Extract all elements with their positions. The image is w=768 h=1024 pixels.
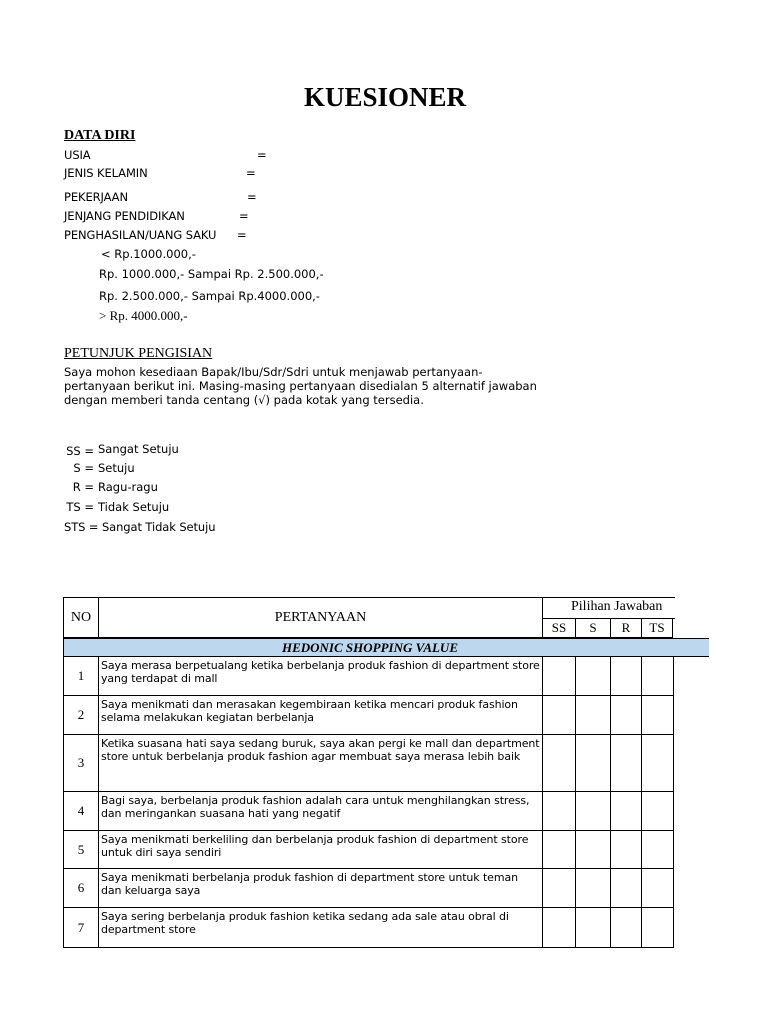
legend-value-ss: Sangat Setuju (98, 442, 179, 456)
field-label-penghasilan: PENGHASILAN/UANG SAKU (64, 228, 217, 242)
row-6-question: Saya menikmati berbelanja produk fashion di department store untuk teman dan keluarga saya (98, 868, 543, 908)
row-2-question: Saya menikmati dan merasakan kegembiraan ketika mencari produk fashion selama melakukan kegiatan berbelanja (98, 695, 543, 735)
row-6-r-checkbox[interactable] (610, 868, 642, 908)
row-5-no: 5 (63, 830, 99, 869)
income-option-2: Rp. 1000.000,- Sampai Rp. 2.500.000,- (99, 267, 324, 281)
row-4-ts-checkbox[interactable] (641, 791, 674, 831)
header-ss: SS (542, 618, 576, 638)
row-1-question: Saya merasa berpetualang ketika berbelanja produk fashion di department store yang terdapat di mall (98, 656, 543, 696)
row-2-no: 2 (63, 695, 99, 735)
legend-key-ts: TS = (66, 500, 94, 514)
row-5-s-checkbox[interactable] (575, 830, 611, 869)
row-3-no: 3 (63, 734, 99, 792)
row-1-s-checkbox[interactable] (575, 656, 611, 696)
row-2-ts-checkbox[interactable] (641, 695, 674, 735)
questionnaire-table (63, 597, 675, 949)
row-7-r-checkbox[interactable] (610, 907, 642, 948)
row-7-ss-checkbox[interactable] (542, 907, 576, 948)
row-1-r-checkbox[interactable] (610, 656, 642, 696)
header-no: NO (63, 597, 99, 638)
row-7-question: Saya sering berbelanja produk fashion ketika sedang ada sale atau obral di department store (98, 907, 543, 948)
row-5-ts-checkbox[interactable] (641, 830, 674, 869)
header-pertanyaan: PERTANYAAN (98, 597, 543, 638)
row-3-r-checkbox[interactable] (610, 734, 642, 792)
row-4-s-checkbox[interactable] (575, 791, 611, 831)
field-equals-jenis-kelamin: = (246, 166, 256, 180)
legend-value-r: Ragu-ragu (98, 480, 158, 494)
header-r: R (610, 618, 642, 638)
field-label-jenjang-pendidikan: JENJANG PENDIDIKAN (64, 209, 185, 223)
row-6-no: 6 (63, 868, 99, 908)
income-option-3: Rp. 2.500.000,- Sampai Rp.4000.000,- (99, 289, 320, 303)
petunjuk-text: Saya mohon kesediaan Bapak/Ibu/Sdr/Sdri untuk menjawab pertanyaan- pertanyaan berikut ini. Masing-masing pertanyaan disedialan 5 alternatif jawaban dengan memberi tanda centang (√) pada kotak yang tersedia. (64, 365, 537, 407)
field-equals-penghasilan: = (237, 228, 247, 242)
row-4-no: 4 (63, 791, 99, 831)
row-4-ss-checkbox[interactable] (542, 791, 576, 831)
legend-key-r: R = (72, 480, 94, 494)
row-6-ts-checkbox[interactable] (641, 868, 674, 908)
field-equals-pekerjaan: = (247, 190, 257, 204)
legend-key-s: S = (73, 461, 94, 475)
data-diri-heading: DATA DIRI (64, 128, 136, 143)
row-5-ss-checkbox[interactable] (542, 830, 576, 869)
row-5-question: Saya menikmati berkeliling dan berbelanja produk fashion di department store untuk diri saya sendiri (98, 830, 543, 869)
legend-key-ss: SS = (66, 444, 94, 458)
row-4-question: Bagi saya, berbelanja produk fashion adalah cara untuk menghilangkan stress, dan meringankan suasana hati yang negatif (98, 791, 543, 831)
header-s: S (575, 618, 611, 638)
legend-sts: STS = Sangat Tidak Setuju (64, 520, 216, 534)
row-1-ss-checkbox[interactable] (542, 656, 576, 696)
page-title: KUESIONER (303, 82, 467, 112)
row-3-s-checkbox[interactable] (575, 734, 611, 792)
legend-value-ts: Tidak Setuju (98, 500, 170, 514)
row-2-s-checkbox[interactable] (575, 695, 611, 735)
row-7-s-checkbox[interactable] (575, 907, 611, 948)
field-label-pekerjaan: PEKERJAAN (64, 190, 128, 204)
field-equals-jenjang-pendidikan: = (239, 209, 249, 223)
row-5-r-checkbox[interactable] (610, 830, 642, 869)
petunjuk-heading: PETUNJUK PENGISIAN (64, 346, 213, 361)
section-title: HEDONIC SHOPPING VALUE (281, 640, 458, 655)
field-equals-usia: = (257, 148, 267, 162)
row-7-ts-checkbox[interactable] (641, 907, 674, 948)
field-label-jenis-kelamin: JENIS KELAMIN (64, 166, 148, 180)
row-1-no: 1 (63, 656, 99, 696)
header-pilihan-jawaban: Pilihan Jawaban (542, 597, 675, 619)
row-3-ts-checkbox[interactable] (641, 734, 674, 792)
field-label-usia: USIA (64, 148, 91, 162)
row-4-r-checkbox[interactable] (610, 791, 642, 831)
income-option-4: > Rp. 4000.000,- (99, 308, 188, 323)
legend-value-s: Setuju (98, 461, 135, 475)
income-option-1: < Rp.1000.000,- (101, 247, 196, 261)
row-2-ss-checkbox[interactable] (542, 695, 576, 735)
header-ts: TS (641, 618, 673, 638)
row-3-ss-checkbox[interactable] (542, 734, 576, 792)
row-6-s-checkbox[interactable] (575, 868, 611, 908)
row-3-question: Ketika suasana hati saya sedang buruk, saya akan pergi ke mall dan department store untuk berbelanja produk fashion agar membuat saya merasa lebih baik (98, 734, 543, 792)
row-7-no: 7 (63, 907, 99, 948)
row-1-ts-checkbox[interactable] (641, 656, 674, 696)
row-2-r-checkbox[interactable] (610, 695, 642, 735)
row-6-ss-checkbox[interactable] (542, 868, 576, 908)
